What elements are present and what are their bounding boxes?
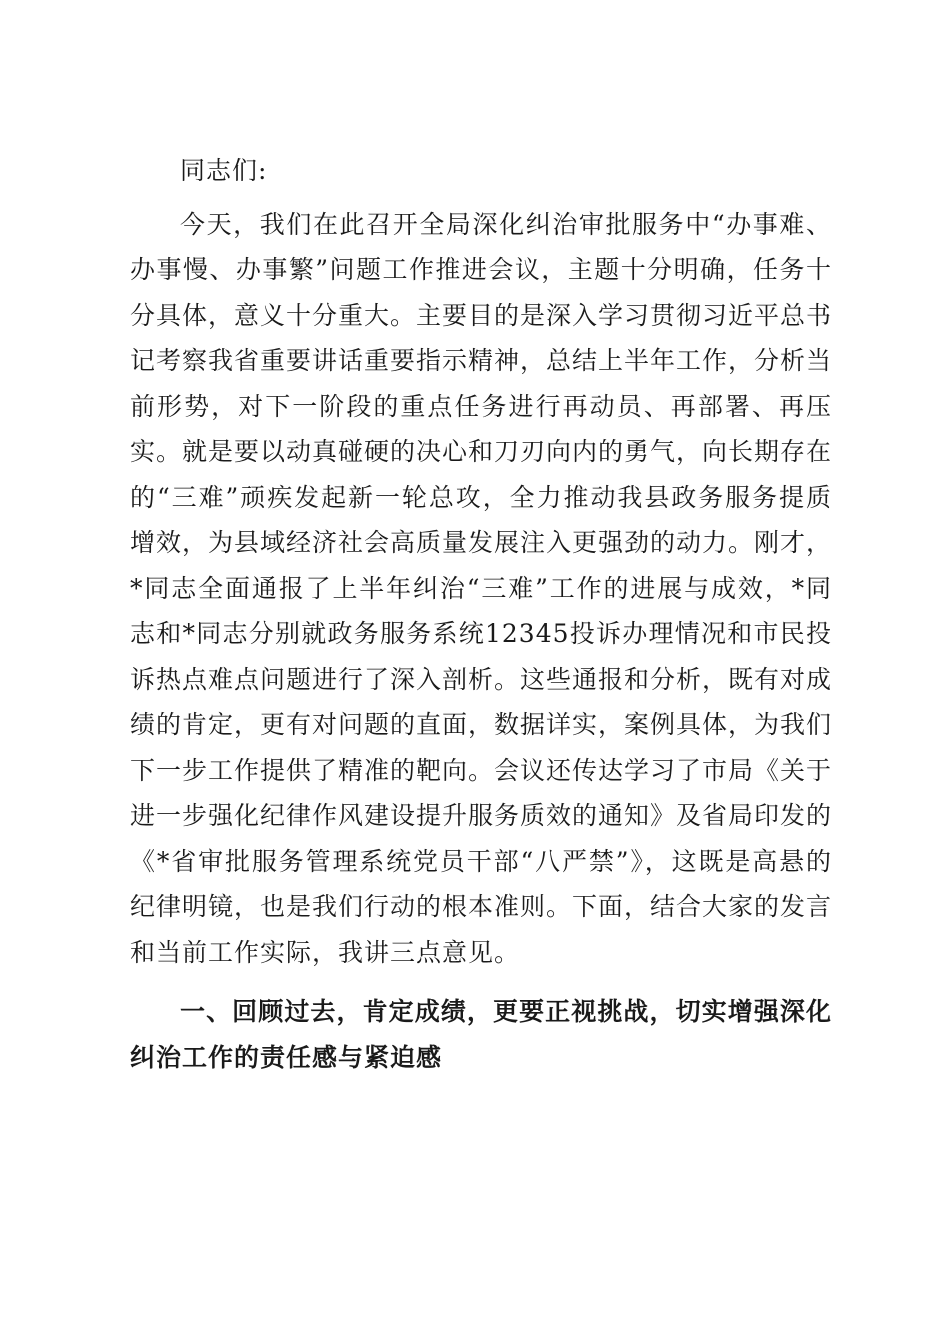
greeting: 同志们: bbox=[180, 156, 268, 185]
intro-paragraph: 今天，我们在此召开全局深化纠治审批服务中“办事难、办事慢、办事繁”问题工作推进会议，主题十分明确，任务十分具体，意义十分重大。主要目的是深入学习贯彻习近平总书记考察我省重要讲话重要指示精神，总结上半年工作，分析当前形势，对下一阶段的重点任务进行再动员、再部署、再压实。就是要以动真碰硬的决心和刀刃向内的勇气，向长期存在的“三难”顽疾发起新一轮总攻，全力推动我县政务服务提质增效，为县域经济社会高质量发展注入更强劲的动力。刚才，*同志全面通报了上半年纠治“三难”工作的进展与成效，*同志和*同志分别就政务服务系统12345投诉办理情况和市民投诉热点难点问题进行了深入剖析。这些通报和分析，既有对成绩的肯定，更有对问题的直面，数据详实，案例具体，为我们下一步工作提供了精准的靶向。会议还传达学习了市局《关于进一步强化纪律作风建设提升服务质效的通知》及省局印发的《*省审批服务管理系统党员干部“八严禁”》，这既是高悬的纪律明镜，也是我们行动的根本准则。下面，结合大家的发言和当前工作实际，我讲三点意见。 bbox=[130, 209, 833, 967]
document-body bbox=[130, 148, 832, 1080]
section-heading: 一、回顾过去，肯定成绩，更要正视挑战，切实增强深化纠治工作的责任感与紧迫感 bbox=[130, 997, 832, 1072]
